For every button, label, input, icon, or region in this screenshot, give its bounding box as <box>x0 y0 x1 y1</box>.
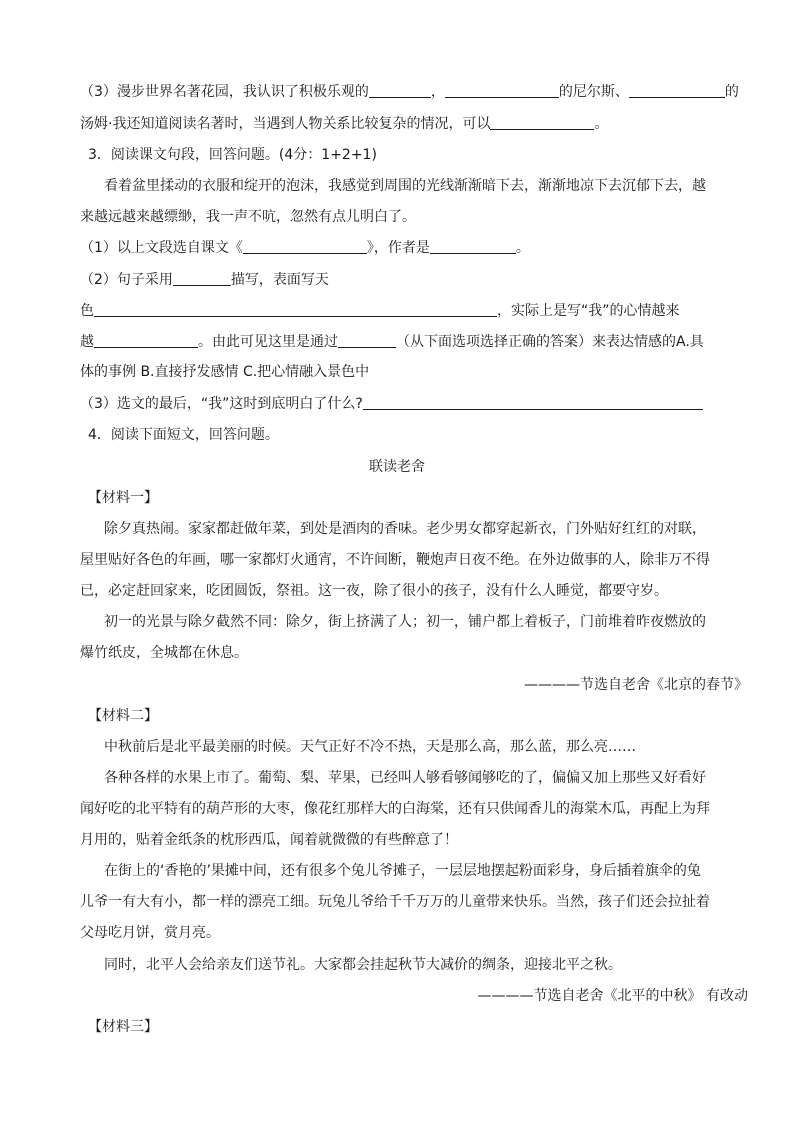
sub2-line3-text-b: 。由此可见这里是通过 <box>198 334 338 350</box>
question4-title: 联读老舍 <box>369 459 425 475</box>
material2-p4: 同时，北平人会给亲友们送节礼。大家都会挂起秋节大减价的绸条，迎接北平之秋。 <box>104 957 622 973</box>
material2-p2-line3: 月用的，贴着金纸条的枕形西瓜，闻着就微微的有些醉意了！ <box>80 832 458 848</box>
answer-blank[interactable] <box>94 302 497 317</box>
sub2-line2-text-b: ，实际上是写“我”的心情越来 <box>497 303 680 319</box>
question3-passage-line2: 来越远越来越缥缈，我一声不吭，忽然有点儿明白了。 <box>80 209 416 225</box>
sub1-text-a: （1）以上文段选自课文《 <box>80 240 243 256</box>
q-item3-text-c: 的尼尔斯、 <box>558 84 629 100</box>
answer-blank[interactable] <box>629 83 725 98</box>
material2-p2-line1: 各种各样的水果上市了。葡萄、梨、苹果，已经叫人够看够闻够吃的了，偏偏又加上那些又好看好 <box>104 770 706 786</box>
sub3-text: （3）选文的最后，“我”这时到底明白了什么? <box>80 396 363 412</box>
q-item3-line2 <box>80 114 748 134</box>
answer-blank[interactable] <box>173 271 231 286</box>
answer-blank[interactable] <box>94 333 198 348</box>
material1-p2-line2: 爆竹纸皮，全城都在休息。 <box>80 645 248 661</box>
sub2-line3-text-c: （从下面选项选择正确的答案）来表达情感的A.具 <box>396 334 704 350</box>
answer-blank[interactable] <box>445 83 559 98</box>
material1-source: ————节选自老舍《北京的春节》 <box>524 677 748 693</box>
question3-sub1 <box>80 238 748 258</box>
question4-heading: 4．阅读下面短文，回答问题。 <box>88 427 279 443</box>
material2-p3-line2: 儿爷一有大有小，都一样的漂亮工细。玩兔儿爷给千千万万的儿童带来快乐。当然，孩子们还会拉扯着 <box>80 894 710 910</box>
sub2-line2-text-a: 色 <box>80 303 94 319</box>
q-item3-text-b: ， <box>430 84 445 100</box>
material2-source: ————节选自老舍《北平的中秋》 有改动 <box>477 988 748 1004</box>
q-item3-text-d: 的 <box>724 84 739 100</box>
question3-sub2-line3 <box>80 332 748 352</box>
sub1-text-c: 。 <box>515 240 530 256</box>
question3-sub2-line2 <box>80 301 748 321</box>
answer-blank[interactable] <box>369 83 431 98</box>
question3-passage-line1: 看着盆里揉动的衣服和绽开的泡沫，我感觉到周围的光线渐渐暗下去，渐渐地凉下去沉郁下去，越 <box>104 178 706 194</box>
material2-p2-line2: 闻好吃的北平特有的葫芦形的大枣，像花红那样大的白海棠，还有只供闻香儿的海棠木瓜，再配上为拜 <box>80 801 710 817</box>
material2-label: 【材料二】 <box>88 708 158 724</box>
answer-blank[interactable] <box>490 115 594 130</box>
material1-p1-line3: 已，必定赶回家来，吃团圆饭，祭祖。这一夜，除了很小的孩子，没有什么人睡觉，都要守岁。 <box>80 583 668 599</box>
answer-blank[interactable] <box>430 239 516 254</box>
material1-p2-line1: 初一的光景与除夕截然不同：除夕，街上挤满了人；初一，铺户都上着板子，门前堆着昨夜燃放的 <box>104 614 706 630</box>
material1-p1-line1: 除夕真热闹。家家都赶做年菜，到处是酒肉的香味。老少男女都穿起新衣，门外贴好红红的对联， <box>104 521 706 537</box>
sub1-text-b: 》，作者是 <box>366 240 430 256</box>
answer-blank[interactable] <box>243 239 367 254</box>
material1-p1-line2: 屋里贴好各色的年画，哪一家都灯火通宵，不许间断，鞭炮声日夜不绝。在外边做事的人，除非万不得 <box>80 552 710 568</box>
question3-sub2-line1 <box>80 270 748 290</box>
q-item3-line1 <box>80 82 748 102</box>
material2-p3-line1: 在街上的‘香艳的’果摊中间，还有很多个兔儿爷摊子，一层层地摆起粉面彩身，身后插着旗伞的兔 <box>104 863 701 879</box>
question3-sub3 <box>80 394 748 414</box>
q-item3-text-a: （3）漫步世界名著花园，我认识了积极乐观的 <box>80 84 369 100</box>
material1-label: 【材料一】 <box>88 490 158 506</box>
q-item3-line2-end: 。 <box>594 116 609 132</box>
material3-label: 【材料三】 <box>88 1019 158 1035</box>
question3-heading: 3．阅读课文句段，回答问题。(4分：1+2+1) <box>88 147 377 163</box>
q-item3-line2-text: 汤姆·我还知道阅读名著时，当遇到人物关系比较复杂的情况，可以 <box>80 116 491 132</box>
question3-sub2-line4: 体的事例 B.直接抒发感情 C.把心情融入景色中 <box>80 364 370 380</box>
answer-blank[interactable] <box>338 333 396 348</box>
sub2-line3-text-a: 越 <box>80 334 94 350</box>
sub2-text-a: （2）句子采用 <box>80 272 173 288</box>
answer-blank[interactable] <box>363 395 703 410</box>
sub2-text-b: 描写，表面写天 <box>230 272 329 288</box>
material2-p3-line3: 父母吃月饼，赏月亮。 <box>80 925 220 941</box>
material2-p1: 中秋前后是北平最美丽的时候。天气正好不冷不热，天是那么高，那么蓝，那么亮…… <box>104 739 636 755</box>
